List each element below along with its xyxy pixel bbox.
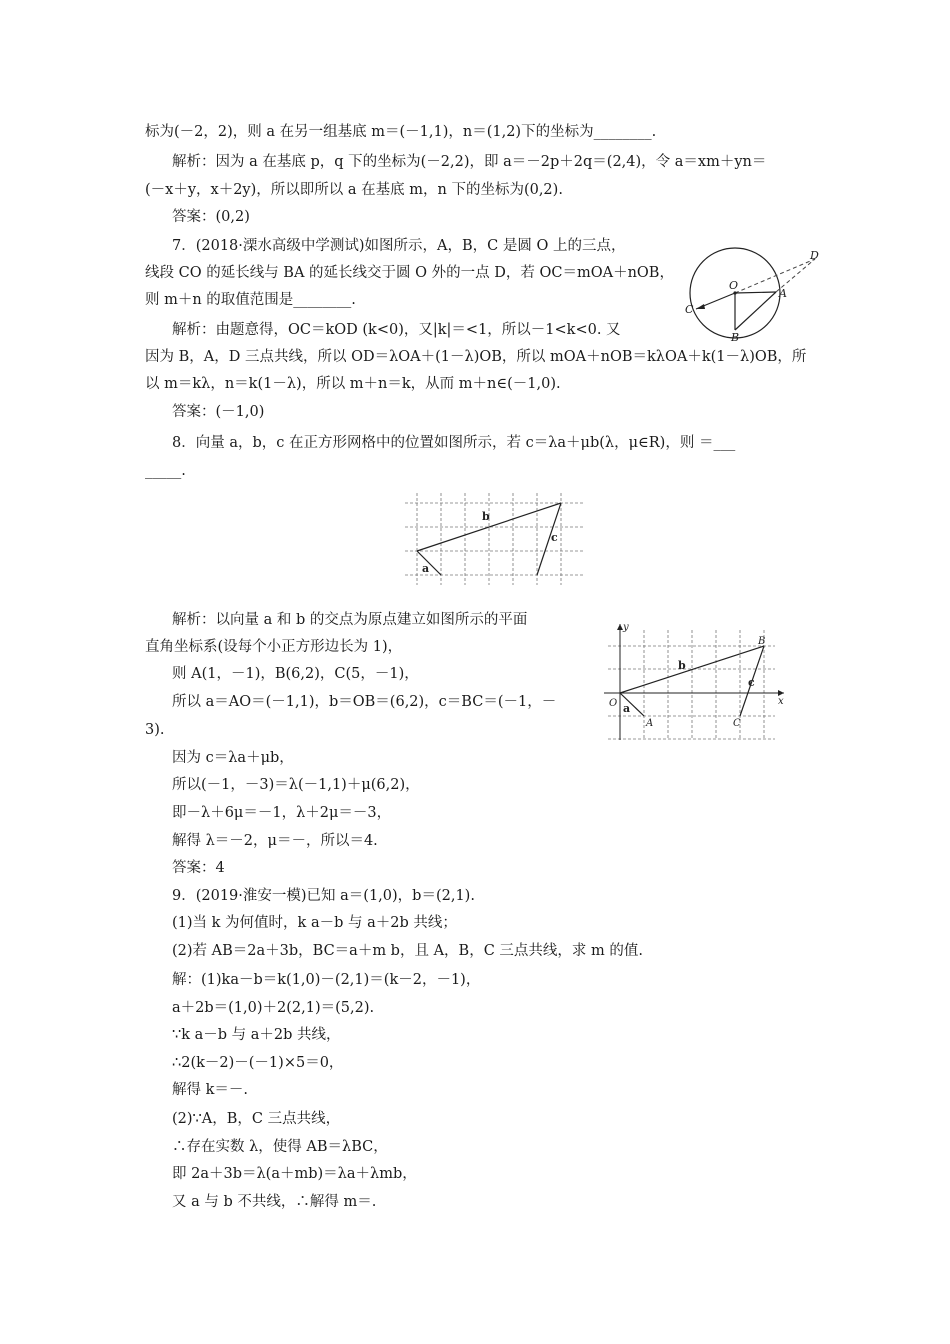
origin-label: O bbox=[609, 698, 618, 709]
text-line: ∴存在实数 λ，使得 AB＝λBC， bbox=[172, 1139, 388, 1155]
label-A: A bbox=[779, 287, 787, 300]
label-C: C bbox=[685, 303, 694, 316]
text-line: 3). bbox=[145, 722, 165, 738]
vector-b-label: b bbox=[678, 659, 686, 672]
text-line: 解析：以向量 a 和 b 的交点为原点建立如图所示的平面 bbox=[172, 612, 528, 628]
text-line: a＋2b＝(1,0)＋2(2,1)＝(5,2). bbox=[172, 1000, 375, 1016]
vector-c-label: c bbox=[748, 676, 755, 689]
text-line: _____. bbox=[145, 463, 186, 479]
text-line: 即－λ＋6μ＝－1，λ＋2μ＝－3， bbox=[172, 805, 392, 821]
text-line: 解析：由题意得，OC＝kOD (k<0)，又|k|＝<1，所以－1<k<0. 又 bbox=[172, 322, 621, 338]
label-B: B bbox=[731, 331, 740, 344]
label-b: b bbox=[482, 510, 490, 523]
text-line: (2)若 AB＝2a＋3b，BC＝a＋m b，且 A，B，C 三点共线，求 m 的值. bbox=[172, 943, 643, 959]
text-line: 线段 CO 的延长线与 BA 的延长线交于圆 O 外的一点 D，若 OC＝mOA＋nOB， bbox=[145, 265, 674, 281]
circle-figure bbox=[678, 242, 828, 367]
text-line: 解：(1)ka－b＝k(1,0)－(2,1)＝(k－2，－1)， bbox=[172, 972, 481, 988]
text-line: 即 2a＋3b＝λ(a＋mb)＝λa＋λmb， bbox=[172, 1166, 417, 1182]
text-line: (1)当 k 为何值时，k a－b 与 a＋2b 共线； bbox=[172, 915, 457, 931]
text-line: 答案：(0,2) bbox=[172, 209, 250, 225]
grid-figure bbox=[400, 490, 590, 590]
text-line: 所以(－1，－3)＝λ(－1,1)＋μ(6,2)， bbox=[172, 777, 420, 793]
text-line: 则 m＋n 的取值范围是________. bbox=[145, 292, 356, 308]
axis-x-label: x bbox=[778, 696, 784, 707]
text-line: 答案：4 bbox=[172, 860, 225, 876]
text-line: 解得 k＝－. bbox=[172, 1082, 249, 1098]
text-line: 直角坐标系(设每个小正方形边长为 1)， bbox=[145, 639, 403, 655]
point-C-label: C bbox=[733, 718, 741, 729]
text-line: 又 a 与 b 不共线，∴解得 m＝. bbox=[172, 1194, 377, 1210]
coordinate-figure bbox=[600, 618, 790, 742]
text-line: 以 m＝kλ，n＝k(1－λ)，所以 m＋n＝k，从而 m＋n∈(－1,0). bbox=[145, 376, 561, 392]
text-line: 9．(2019·淮安一模)已知 a＝(1,0)，b＝(2,1). bbox=[172, 888, 475, 904]
text-line: 7．(2018·溧水高级中学测试)如图所示，A，B，C 是圆 O 上的三点， bbox=[172, 238, 626, 254]
axis-y-label: y bbox=[623, 622, 629, 633]
text-line: 8．向量 a，b，c 在正方形网格中的位置如图所示，若 c＝λa＋μb(λ，μ∈R)，则 ＝___ bbox=[172, 435, 736, 451]
vector-a-label: a bbox=[623, 702, 631, 715]
text-line: 答案：(－1,0) bbox=[172, 404, 265, 420]
text-line: 解析：因为 a 在基底 p，q 下的坐标为(－2,2)，即 a＝－2p＋2q＝(2,4)，令 a＝xm＋yn＝ bbox=[172, 154, 767, 170]
text-line: ∵k a－b 与 a＋2b 共线， bbox=[172, 1027, 341, 1043]
label-c: c bbox=[551, 531, 558, 544]
text-line: 解得 λ＝－2，μ＝－，所以＝4. bbox=[172, 833, 378, 849]
text-line: 因为 B，A，D 三点共线，所以 OD＝λOA＋(1－λ)OB，所以 mOA＋nOB＝kλOA＋k(1－λ)OB，所 bbox=[145, 349, 807, 365]
text-line: 所以 a＝AO＝(－1,1)，b＝OB＝(6,2)，c＝BC＝(－1，－ bbox=[172, 694, 557, 710]
text-line: (－x＋y，x＋2y)，所以即所以 a 在基底 m，n 下的坐标为(0,2). bbox=[145, 182, 563, 198]
label-O: O bbox=[729, 279, 739, 292]
text-line: ∴2(k－2)－(－1)×5＝0， bbox=[172, 1055, 344, 1071]
text-line: 则 A(1，－1)，B(6,2)，C(5，－1)， bbox=[172, 666, 419, 682]
label-D: D bbox=[810, 249, 819, 262]
point-B-label: B bbox=[758, 636, 766, 647]
text-line: 因为 c＝λa＋μb， bbox=[172, 750, 294, 766]
point-A-label: A bbox=[646, 718, 654, 729]
text-line: 标为(－2，2)，则 a 在另一组基底 m＝(－1,1)，n＝(1,2)下的坐标为________. bbox=[145, 124, 657, 140]
label-a: a bbox=[422, 562, 430, 575]
text-line: (2)∵A，B，C 三点共线， bbox=[172, 1111, 341, 1127]
